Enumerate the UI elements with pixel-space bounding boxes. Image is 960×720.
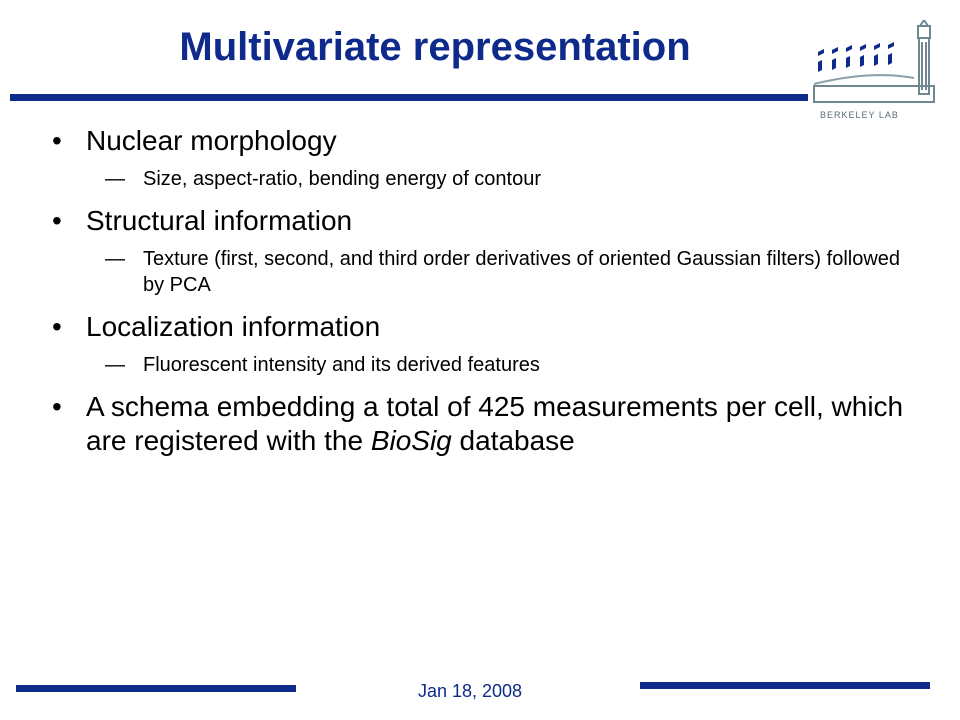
bullet-text: Nuclear morphology [86,125,337,156]
logo-graphic-icon [810,20,950,104]
sub-bullet-text: Size, aspect-ratio, bending energy of contour [143,168,542,190]
dash-glyph: — [105,354,125,376]
logo-label: BERKELEY LAB [820,110,899,120]
bullet-item [48,390,908,458]
sub-bullet-text: Texture (first, second, and third order derivatives of oriented Gaussian filters) followed by PCA [143,248,901,296]
sub-bullet-item [48,246,908,298]
sub-bullet-item [48,352,908,378]
bullet-glyph: • [52,391,62,422]
bullet-glyph: • [52,205,62,236]
footer-date: Jan 18, 2008 [417,681,523,701]
bullet-text: Localization information [86,311,381,342]
footer-rule-left [16,685,296,692]
slide-title: Multivariate representation [179,25,691,69]
dash-glyph: — [105,248,125,270]
bullet-glyph: • [52,311,62,342]
bullet-text: Structural information [86,205,353,236]
berkeley-lab-logo [810,20,950,120]
title-rule [10,94,808,101]
bullet-text-start: A schema embedding a total of 425 measurements per cell, which are registered with the [86,391,904,456]
bullet-item [48,204,908,238]
bullet-item [48,124,908,158]
bullet-list [48,124,908,458]
bullet-item [48,310,908,344]
sub-bullet-text: Fluorescent intensity and its derived features [143,354,540,376]
bullet-glyph: • [52,125,62,156]
sub-bullet-item [48,166,908,192]
footer-rule-right [640,682,930,689]
dash-glyph: — [105,168,125,190]
biosig-term: BioSig [370,425,452,456]
bullet-text-end: database [451,425,575,456]
